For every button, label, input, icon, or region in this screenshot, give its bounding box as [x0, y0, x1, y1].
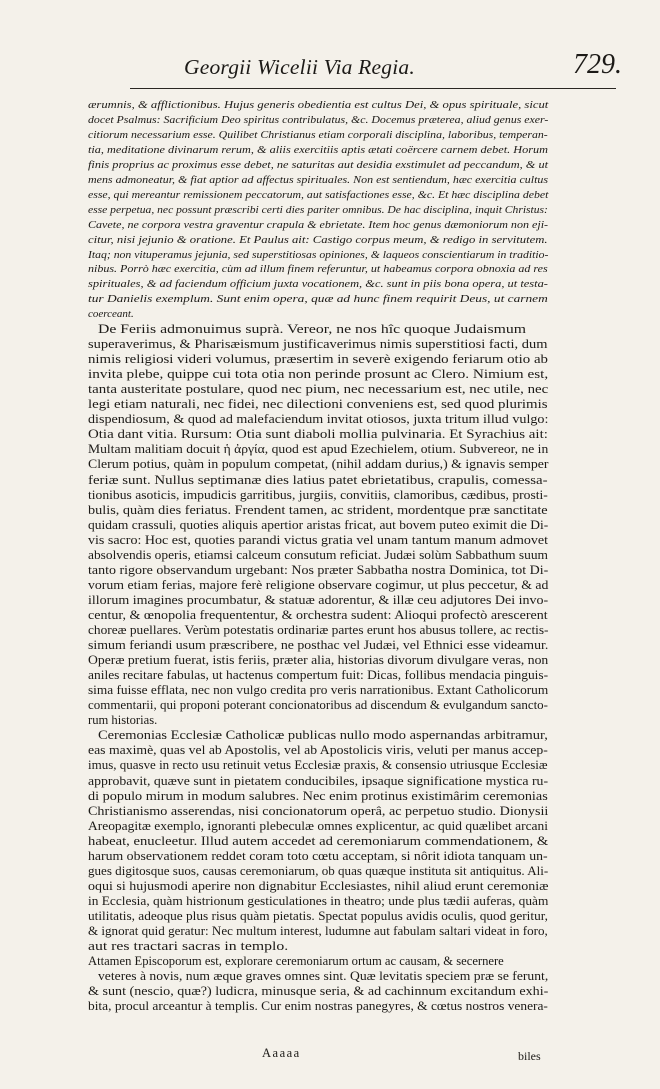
body-line: dispendiosum, & quod ad malefaciendum invitat otiosos, juxta tritum illud vulgo: [88, 412, 549, 427]
body-line: Areopagitæ exemplo, ignoranti plebeculæ omnes explicentur, ac quid quælibet arcani [88, 818, 549, 833]
note-line: esse perpetua, nec possunt præscribi certi dies pariter omnibus. De hac disciplina, inquit Christus: [88, 203, 548, 216]
body-line: quidam crassuli, quoties aliquis apertior aristas fricat, aut bovem puteo eximit die Di- [88, 517, 549, 532]
signature-mark: Aaaaa [262, 1046, 301, 1060]
body-line: Attamen Episcoporum est, explorare ceremoniarum ortum ac causam, & secernere [88, 954, 504, 969]
note-line: esse, qui mereantur remissionem peccatorum, aut satisfactiones esse, &c. Et hæc disciplina debet [88, 188, 549, 201]
note-line: citiorum necessarium esse. Quilibet Christianus etiam corporali disciplina, laboribus, temperan- [88, 128, 548, 141]
note-line: Cavete, ne corpora vestra graventur crapula & ebrietate. Item hoc genus dæmoniorum non eji- [88, 218, 549, 231]
body-line: nimis religiosi videri volumus, præsertim in severè exigendo feriarum otio ab [88, 352, 548, 367]
body-line: & ignorat quid geratur: Nec multum interest, ludumne aut fabulam saltari videat in foro, [88, 924, 548, 938]
note-line: Itaq; non vituperamus jejunia, sed superstitiosas opiniones, & laqueos conscientiarum in traditio- [88, 248, 549, 261]
body-line: tanto rigore observandum urgebant: Nos præter Sabbatha nostra Dominica, tot Di- [88, 562, 549, 577]
body-line: tionibus asoticis, impudicis garritibus, jurgiis, convitiis, clamoribus, cædibus, prosti- [88, 487, 548, 502]
body-line: tanta austeritate postulare, quod nec pium, nec necessarium est, nec utile, nec [88, 382, 549, 397]
body-line: choreæ puellares. Verùm potestatis ordinariæ partes erunt hos abusus tollere, ac rectis- [88, 623, 549, 637]
body-line: harum observationem reddet coram toto cœtu acceptam, si nôrit idiota tanquam un- [88, 848, 548, 863]
note-line: coerceant. [88, 308, 134, 321]
body-line: superaverimus, & Pharisæismum justificaverimus nimis superstitiosi facti, dum [88, 337, 548, 352]
body-line: in Ecclesia, quàm histrionum gesticulationes in theatro; unde plus tædii auferas, quàm [88, 893, 549, 908]
body-line: Operæ pretium fuerat, istis feriis, præter alia, historias divorum divulgare veras, non [88, 653, 549, 668]
body-line: De Feriis admonuimus suprà. Vereor, ne nos hîc quoque Judaismum [98, 322, 527, 336]
body-line: feriæ sunt. Nullus septimanæ dies latius patet ebrietatibus, crapulis, comessa- [88, 472, 548, 487]
note-line: tia, meditatione divinarum rerum, & aliis exercitiis aptis ætati coërcere carnem debet. Horum [88, 143, 548, 156]
body-line: invita plebe, quippe cui tota otia non perinde prosunt ac Clero. Nimium est, [88, 367, 549, 382]
running-title: Georgii Wicelii Via Regia. [184, 55, 415, 79]
body-line: & sunt (nescio, quæ?) ludicra, minusque seria, & ad cachinnum excitandum exhi- [88, 984, 549, 999]
body-line: approbavit, quæve sunt in pietatem conducibiles, ipsaque significatione mystica ru- [88, 773, 549, 788]
body-line: di populo mirum in modum salubres. Nec enim protinus existimârim ceremonias [88, 788, 548, 803]
body-line: illorum imagines procumbatur, & statuæ adorentur, & illæ ceu adjutores Dei invo- [88, 592, 549, 607]
note-line: docet Psalmus: Sacrificium Deo spiritus contribulatus, &c. Docemus præterea, aliud genus exer- [88, 113, 549, 126]
body-line: Otia dant vitia. Rursum: Otia sunt diaboli mollia pulvinaria. Et Syrachius ait: [88, 427, 548, 442]
note-line: finis proprius ac proximus esse debet, ne saturitas aut desidia exstimulet ad peccandum, & ut [88, 158, 549, 171]
note-line: spirituales, & ad faciendum officium juxta vocationem, &c. sunt in piis bona opera, ut testa- [88, 278, 548, 291]
note-line: mens admoneatur, & fiat aptior ad affectus spirituales. Non est sentiendum, hæc exercitia cultus [88, 173, 549, 186]
body-line: commentarii, qui proponi poterant concionatoribus ad discendum & evulgandum sancto- [88, 698, 548, 713]
body-line: aut res tractari sacras in templo. [88, 939, 289, 954]
body-line: rum historias. [88, 713, 158, 728]
body-line: eas maximè, quas vel ab Apostolis, vel ab Apostolicis viris, veluti per manus accep- [88, 743, 548, 758]
body-line: legi etiam naturali, nec fidei, nec dilectioni conveniens est, sed quod plurimis [88, 397, 548, 412]
body-line: Ceremonias Ecclesiæ Catholicæ publicas nullo modo aspernandas arbitramur, [98, 728, 548, 743]
body-line: sima fuisse efflata, nec non vulgo credita pro veris narrationibus. Extant Catholicorum [88, 683, 549, 698]
body-line: Clerum potius, quàm in populum competat, (nihil addam durius,) & ignavis semper [88, 457, 549, 472]
body-line: oqui si hujusmodi aperire non dignabitur Ecclesiastes, nihil aliud erunt ceremoniæ [88, 878, 549, 893]
catchword: biles [518, 1049, 541, 1063]
body-line: vorum etiam ferias, majore ferè religione observare cogimur, ut plus peccetur, & ad [88, 577, 549, 592]
body-line: gues digitosque suos, causas ceremoniarum, ob quas quæque instituta sit antiquitus. Ali- [88, 863, 549, 878]
body-line: habeat, enucleetur. Illud autem accedet ad ceremoniarum commendationem, & [88, 833, 549, 848]
body-line: aniles recitare fabulas, ut hactenus compertum fuit: Dicas, follibus mendacia pinguis- [88, 668, 549, 683]
note-line: ærumnis, & afflictionibus. Hujus generis obedientia est cultus Dei, & opus spirituale, sicut [88, 99, 549, 111]
body-line: centur, & œnopolia frequententur, & orchestra sudent: Alioqui profectò arescerent [88, 607, 548, 622]
body-line: Multam malitiam docuit ἡ ἀργία, quod est apud Ezechielem, otium. Subvereor, ne in [88, 442, 549, 457]
page-number: 729. [573, 49, 622, 80]
body-line: bulis, quàm dies feriatus. Frendent tamen, ac strident, mordentque præ sanctitate [88, 502, 548, 517]
note-line: tur Danielis exemplum. Sunt enim opera, quæ ad hunc finem requirit Deus, ut carnem [88, 293, 548, 306]
body-line: Christianismo asserendas, nisi concionatorum operâ, ac perpetuo studio. Dionysii [88, 803, 549, 818]
body-line: utilitatis, adeoque plus risus quàm pietatis. Spectat populus avidis oculis, quod geritur, [88, 908, 548, 923]
body-line: bita, procul arceantur à templis. Cur enim nostras panegyres, & cœtus nostros venera- [88, 999, 548, 1014]
body-line: simum feriandi usum præscribere, ne posthac vel Judæi, vel Ethnici esse videamur. [88, 638, 549, 653]
body-line: absolvendis operis, etiamsi calceum consutum reficiat. Judæi solùm Sabbathum suum [88, 547, 548, 562]
body-line: imus, quasve in recto usu retinuit vetus Ecclesiæ praxis, & consensio utriusque Ecclesiæ [88, 758, 548, 773]
body-line: vis sacro: Hoc est, quoties parandi victus gratia vel unam tantum manum admovet [88, 532, 549, 547]
note-line: citur, nisi jejunio & oratione. Et Paulus ait: Castigo corpus meum, & redigo in servitutem. [88, 233, 548, 246]
note-line: nibus. Porrò hæc exercitia, cùm ad illum finem referuntur, ut habeamus corpora obnoxia ad res [88, 263, 548, 276]
body-line: veteres à novis, num æque graves omnes sint. Quæ levitatis speciem præ se ferunt, [98, 969, 549, 984]
